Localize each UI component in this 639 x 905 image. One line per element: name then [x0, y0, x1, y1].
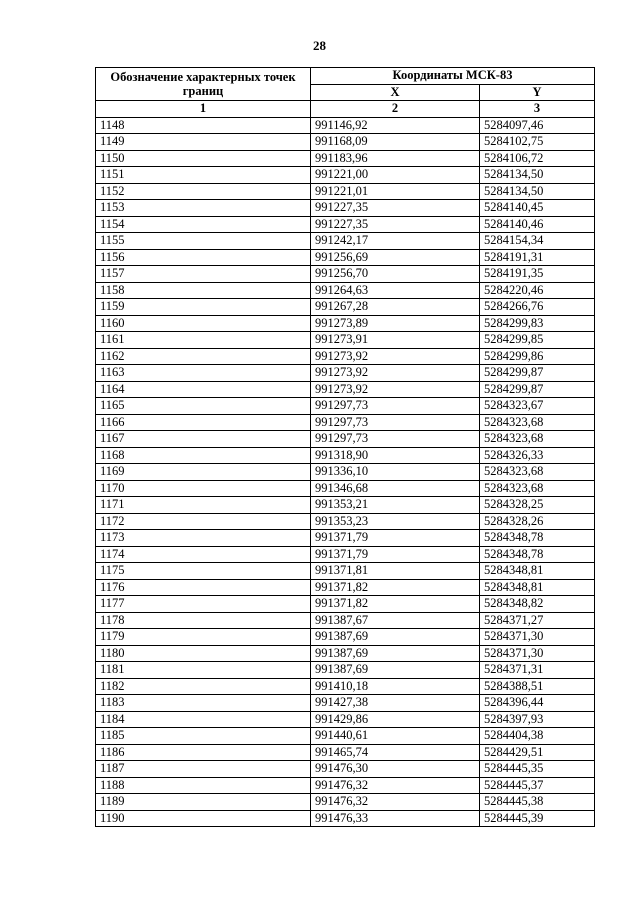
y-coordinate-cell: 5284445,37: [480, 777, 595, 794]
x-coordinate-cell: 991371,81: [311, 563, 480, 580]
point-cell: 1168: [96, 447, 311, 464]
y-coordinate-cell: 5284397,93: [480, 711, 595, 728]
table-row: [96, 398, 595, 415]
table-row: [96, 348, 595, 365]
x-coordinate-cell: 991387,69: [311, 662, 480, 679]
table-row: [96, 480, 595, 497]
point-cell: 1152: [96, 183, 311, 200]
x-coordinate-cell: 991273,91: [311, 332, 480, 349]
y-coordinate-cell: 5284348,82: [480, 596, 595, 613]
point-cell: 1153: [96, 200, 311, 217]
point-cell: 1178: [96, 612, 311, 629]
point-cell: 1188: [96, 777, 311, 794]
x-coordinate-cell: 991273,92: [311, 381, 480, 398]
x-coordinate-cell: 991429,86: [311, 711, 480, 728]
x-coordinate-cell: 991476,33: [311, 810, 480, 827]
x-coordinate-cell: 991221,01: [311, 183, 480, 200]
x-coordinate-cell: 991387,69: [311, 629, 480, 646]
y-coordinate-cell: 5284348,78: [480, 530, 595, 547]
table-row: [96, 513, 595, 530]
header-y-label: Y: [480, 84, 595, 101]
point-cell: 1181: [96, 662, 311, 679]
point-cell: 1180: [96, 645, 311, 662]
point-cell: 1182: [96, 678, 311, 695]
y-coordinate-cell: 5284299,87: [480, 381, 595, 398]
y-coordinate-cell: 5284348,78: [480, 546, 595, 563]
table-row: [96, 414, 595, 431]
point-cell: 1149: [96, 134, 311, 151]
x-coordinate-cell: 991264,63: [311, 282, 480, 299]
table-row: [96, 381, 595, 398]
table-row: [96, 579, 595, 596]
table-row: [96, 183, 595, 200]
point-cell: 1154: [96, 216, 311, 233]
y-coordinate-cell: 5284134,50: [480, 167, 595, 184]
x-coordinate-cell: 991256,69: [311, 249, 480, 266]
point-cell: 1156: [96, 249, 311, 266]
y-coordinate-cell: 5284348,81: [480, 563, 595, 580]
table-row: [96, 546, 595, 563]
y-coordinate-cell: 5284328,26: [480, 513, 595, 530]
point-cell: 1163: [96, 365, 311, 382]
point-cell: 1160: [96, 315, 311, 332]
table-row: [96, 596, 595, 613]
table-row: [96, 299, 595, 316]
x-coordinate-cell: 991476,30: [311, 761, 480, 778]
point-cell: 1159: [96, 299, 311, 316]
header-row-main: [96, 68, 595, 85]
table-row: [96, 662, 595, 679]
y-coordinate-cell: 5284388,51: [480, 678, 595, 695]
x-coordinate-cell: 991371,79: [311, 530, 480, 547]
x-coordinate-cell: 991318,90: [311, 447, 480, 464]
x-coordinate-cell: 991273,92: [311, 365, 480, 382]
point-cell: 1158: [96, 282, 311, 299]
y-coordinate-cell: 5284191,35: [480, 266, 595, 283]
table-row: [96, 150, 595, 167]
point-cell: 1162: [96, 348, 311, 365]
y-coordinate-cell: 5284191,31: [480, 249, 595, 266]
x-coordinate-cell: 991273,92: [311, 348, 480, 365]
y-coordinate-cell: 5284445,35: [480, 761, 595, 778]
y-coordinate-cell: 5284323,68: [480, 480, 595, 497]
y-coordinate-cell: 5284371,27: [480, 612, 595, 629]
x-coordinate-cell: 991476,32: [311, 777, 480, 794]
table-row: [96, 728, 595, 745]
point-cell: 1173: [96, 530, 311, 547]
point-cell: 1177: [96, 596, 311, 613]
table-row: [96, 216, 595, 233]
x-coordinate-cell: 991371,79: [311, 546, 480, 563]
x-coordinate-cell: 991371,82: [311, 596, 480, 613]
header-col3-number: 3: [480, 101, 595, 118]
table-row: [96, 645, 595, 662]
header-coords-label: Координаты МСК-83: [311, 68, 595, 85]
y-coordinate-cell: 5284323,67: [480, 398, 595, 415]
point-cell: 1155: [96, 233, 311, 250]
x-coordinate-cell: 991427,38: [311, 695, 480, 712]
table-row: [96, 744, 595, 761]
x-coordinate-cell: 991387,69: [311, 645, 480, 662]
coordinates-table: [95, 67, 595, 827]
x-coordinate-cell: 991242,17: [311, 233, 480, 250]
y-coordinate-cell: 5284106,72: [480, 150, 595, 167]
y-coordinate-cell: 5284097,46: [480, 117, 595, 134]
point-cell: 1187: [96, 761, 311, 778]
table-row: [96, 530, 595, 547]
point-cell: 1165: [96, 398, 311, 415]
x-coordinate-cell: 991353,21: [311, 497, 480, 514]
y-coordinate-cell: 5284134,50: [480, 183, 595, 200]
table-row: [96, 282, 595, 299]
table-row: [96, 365, 595, 382]
y-coordinate-cell: 5284299,87: [480, 365, 595, 382]
table-row: [96, 315, 595, 332]
table-row: [96, 711, 595, 728]
table-row: [96, 497, 595, 514]
y-coordinate-cell: 5284429,51: [480, 744, 595, 761]
x-coordinate-cell: 991371,82: [311, 579, 480, 596]
table-row: [96, 629, 595, 646]
table-row: [96, 134, 595, 151]
y-coordinate-cell: 5284299,85: [480, 332, 595, 349]
point-cell: 1190: [96, 810, 311, 827]
x-coordinate-cell: 991267,28: [311, 299, 480, 316]
point-cell: 1170: [96, 480, 311, 497]
table-row: [96, 678, 595, 695]
table-body: [96, 117, 595, 827]
y-coordinate-cell: 5284404,38: [480, 728, 595, 745]
y-coordinate-cell: 5284323,68: [480, 414, 595, 431]
y-coordinate-cell: 5284299,86: [480, 348, 595, 365]
table-row: [96, 117, 595, 134]
y-coordinate-cell: 5284396,44: [480, 695, 595, 712]
y-coordinate-cell: 5284328,25: [480, 497, 595, 514]
table-row: [96, 464, 595, 481]
table-row: [96, 761, 595, 778]
header-row-numbers: [96, 101, 595, 118]
point-cell: 1171: [96, 497, 311, 514]
x-coordinate-cell: 991297,73: [311, 414, 480, 431]
point-cell: 1166: [96, 414, 311, 431]
point-cell: 1167: [96, 431, 311, 448]
point-cell: 1179: [96, 629, 311, 646]
y-coordinate-cell: 5284445,39: [480, 810, 595, 827]
x-coordinate-cell: 991387,67: [311, 612, 480, 629]
y-coordinate-cell: 5284266,76: [480, 299, 595, 316]
point-cell: 1172: [96, 513, 311, 530]
x-coordinate-cell: 991183,96: [311, 150, 480, 167]
point-cell: 1148: [96, 117, 311, 134]
table-row: [96, 200, 595, 217]
table-row: [96, 777, 595, 794]
table-row: [96, 266, 595, 283]
table-row: [96, 695, 595, 712]
x-coordinate-cell: 991476,32: [311, 794, 480, 811]
point-cell: 1186: [96, 744, 311, 761]
y-coordinate-cell: 5284371,30: [480, 645, 595, 662]
y-coordinate-cell: 5284326,33: [480, 447, 595, 464]
table-row: [96, 233, 595, 250]
point-cell: 1183: [96, 695, 311, 712]
x-coordinate-cell: 991256,70: [311, 266, 480, 283]
y-coordinate-cell: 5284140,45: [480, 200, 595, 217]
x-coordinate-cell: 991346,68: [311, 480, 480, 497]
y-coordinate-cell: 5284371,30: [480, 629, 595, 646]
table-row: [96, 249, 595, 266]
point-cell: 1175: [96, 563, 311, 580]
x-coordinate-cell: 991297,73: [311, 398, 480, 415]
y-coordinate-cell: 5284323,68: [480, 431, 595, 448]
x-coordinate-cell: 991227,35: [311, 216, 480, 233]
header-x-label: X: [311, 84, 480, 101]
table-row: [96, 612, 595, 629]
x-coordinate-cell: 991227,35: [311, 200, 480, 217]
table-header: [96, 68, 595, 118]
table-row: [96, 447, 595, 464]
y-coordinate-cell: 5284371,31: [480, 662, 595, 679]
point-cell: 1157: [96, 266, 311, 283]
page-number: 28: [313, 38, 326, 53]
y-coordinate-cell: 5284154,34: [480, 233, 595, 250]
point-cell: 1169: [96, 464, 311, 481]
x-coordinate-cell: 991273,89: [311, 315, 480, 332]
table-row: [96, 563, 595, 580]
x-coordinate-cell: 991168,09: [311, 134, 480, 151]
x-coordinate-cell: 991146,92: [311, 117, 480, 134]
point-cell: 1176: [96, 579, 311, 596]
point-cell: 1189: [96, 794, 311, 811]
header-col2-number: 2: [311, 101, 480, 118]
y-coordinate-cell: 5284220,46: [480, 282, 595, 299]
x-coordinate-cell: 991336,10: [311, 464, 480, 481]
table-row: [96, 332, 595, 349]
point-cell: 1174: [96, 546, 311, 563]
table-row: [96, 167, 595, 184]
y-coordinate-cell: 5284299,83: [480, 315, 595, 332]
x-coordinate-cell: 991465,74: [311, 744, 480, 761]
x-coordinate-cell: 991353,23: [311, 513, 480, 530]
x-coordinate-cell: 991297,73: [311, 431, 480, 448]
point-cell: 1161: [96, 332, 311, 349]
x-coordinate-cell: 991221,00: [311, 167, 480, 184]
y-coordinate-cell: 5284102,75: [480, 134, 595, 151]
point-cell: 1184: [96, 711, 311, 728]
y-coordinate-cell: 5284348,81: [480, 579, 595, 596]
y-coordinate-cell: 5284445,38: [480, 794, 595, 811]
table-row: [96, 810, 595, 827]
point-cell: 1164: [96, 381, 311, 398]
x-coordinate-cell: 991440,61: [311, 728, 480, 745]
y-coordinate-cell: 5284140,46: [480, 216, 595, 233]
point-cell: 1151: [96, 167, 311, 184]
point-cell: 1150: [96, 150, 311, 167]
table-row: [96, 431, 595, 448]
header-points-label: Обозначение характерных точек границ: [96, 68, 311, 101]
header-col1-number: 1: [96, 101, 311, 118]
table-row: [96, 794, 595, 811]
x-coordinate-cell: 991410,18: [311, 678, 480, 695]
y-coordinate-cell: 5284323,68: [480, 464, 595, 481]
point-cell: 1185: [96, 728, 311, 745]
